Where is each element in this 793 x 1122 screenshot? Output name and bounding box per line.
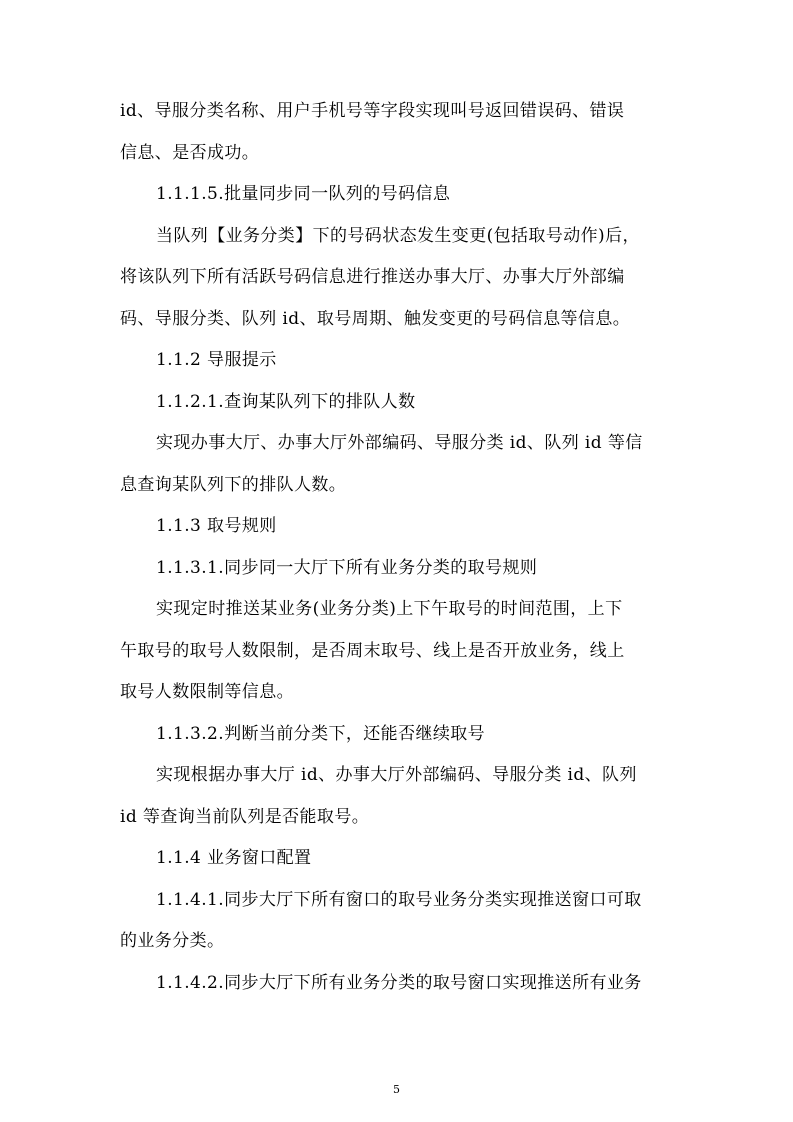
text-line: 码、导服分类、队列 id、取号周期、触发变更的号码信息等信息。 [120,308,631,329]
text-line: 当队列【业务分类】下的号码状态发生变更(包括取号动作)后， [156,225,640,246]
text-line: 1.1.3.2.判断当前分类下，还能否继续取号 [156,723,486,744]
text-line: 1.1.2 导服提示 [156,350,277,370]
body-text [120,91,665,1004]
text-line: 1.1.4.2.同步大厅下所有业务分类的取号窗口实现推送所有业务 [156,972,642,993]
paragraph [120,216,665,341]
paragraph [120,423,665,506]
paragraph [120,880,665,963]
section-heading [120,506,665,548]
text-line: 1.1.2.1.查询某队列下的排队人数 [156,391,416,412]
text-line: 实现定时推送某业务(业务分类)上下午取号的时间范围，上下 [156,599,623,619]
section-heading [120,340,665,382]
paragraph [120,589,665,714]
text-line: 将该队列下所有活跃号码信息进行推送办事大厅、办事大厅外部编 [120,267,625,287]
text-line: 实现办事大厅、办事大厅外部编码、导服分类 id、队列 id 等信 [156,433,643,453]
text-line: id 等查询当前队列是否能取号。 [120,806,370,827]
text-line: 的业务分类。 [120,931,225,951]
text-line: 息查询某队列下的排队人数。 [120,474,347,495]
text-line: 取号人数限制等信息。 [120,682,294,702]
text-line: 午取号的取号人数限制，是否周末取号、线上是否开放业务，线上 [120,640,625,661]
paragraph [120,755,665,838]
section-heading [120,838,665,880]
text-line: 实现根据办事大厅 id、办事大厅外部编码、导服分类 id、队列 [156,765,637,785]
text-line: 1.1.4.1.同步大厅下所有窗口的取号业务分类实现推送窗口可取 [156,889,642,910]
page-number: 5 [393,1083,400,1096]
section-heading [120,548,665,590]
text-line: id、导服分类名称、用户手机号等字段实现叫号返回错误码、错误 [120,101,625,121]
text-line: 1.1.3.1.同步同一大厅下所有业务分类的取号规则 [156,557,538,578]
section-heading [120,382,665,424]
section-heading [120,714,665,756]
paragraph [120,963,665,1005]
text-line: 1.1.3 取号规则 [156,516,277,536]
paragraph [120,91,665,174]
text-line: 1.1.1.5.批量同步同一队列的号码信息 [156,184,451,204]
section-heading [120,174,665,216]
text-line: 1.1.4 业务窗口配置 [156,848,312,868]
text-line: 信息、是否成功。 [120,142,260,163]
